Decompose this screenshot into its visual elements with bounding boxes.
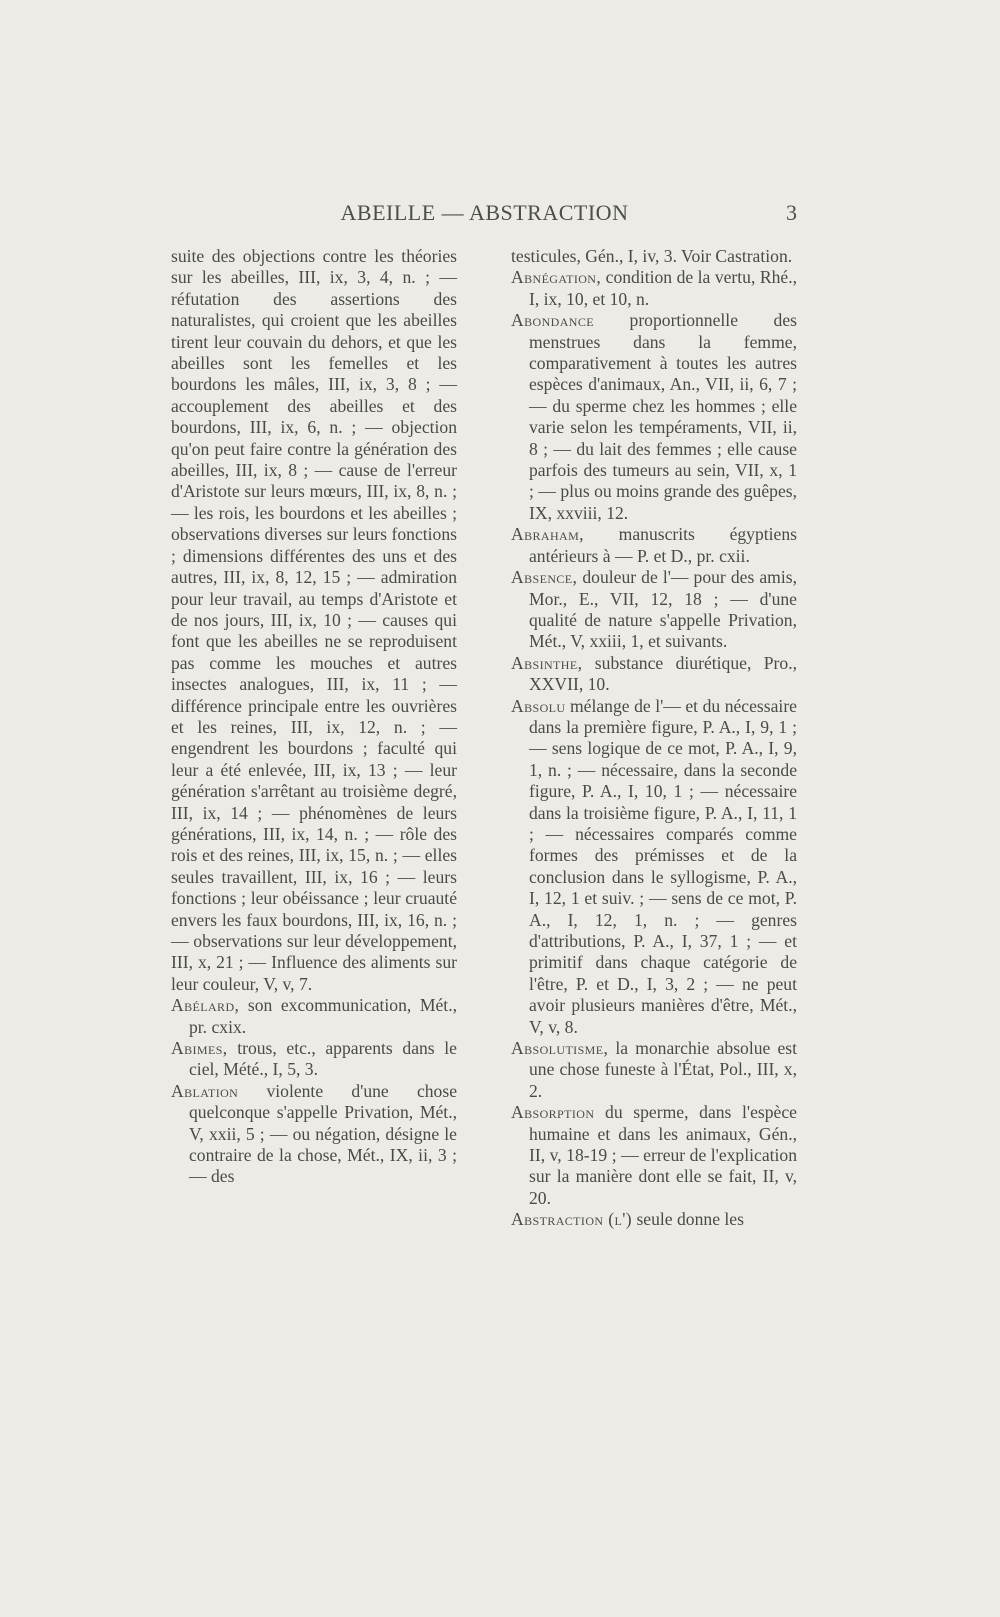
continued-entry: testicules, Gén., I, iv, 3. Voir Castration. bbox=[511, 246, 793, 266]
entry-text: violente d'une chose quelconque s'appelle Privation, Mét., V, xxii, 5 ; — ou négation, désigne le contraire de la chose, Mét., IX, ii, 3 ; — des bbox=[189, 1080, 457, 1187]
index-entry bbox=[511, 696, 797, 1039]
entry-text: manuscrits égyptiens antérieurs à — P. et D., pr. cxii. bbox=[529, 524, 797, 566]
index-entry bbox=[511, 310, 797, 524]
index-entry bbox=[511, 1209, 797, 1230]
page-number: 3 bbox=[786, 200, 797, 225]
headword: Absolutisme, bbox=[511, 1038, 609, 1059]
entry-text: condition de la vertu, Rhé., I, ix, 10, et 10, n. bbox=[529, 267, 797, 309]
headword: Abnégation, bbox=[511, 267, 602, 288]
entry-text: proportionnelle des menstrues dans la femme, comparativement à toutes les autres espèces d'animaux, An., VII, ii, 6, 7 ; — du sperme chez les hommes ; elle varie selon les tempéraments, VII, ii, 8 ; — du lait des femmes ; elle cause parfois des tumeurs au sein, VII, x, 1 ; — plus ou moins grande des guêpes, IX, xxviii, 12. bbox=[529, 310, 797, 523]
right-column bbox=[511, 246, 797, 1231]
index-entry bbox=[511, 1102, 797, 1209]
entry-text: substance diurétique, Pro., XXVII, 10. bbox=[529, 652, 797, 695]
headword: Abstraction (l') bbox=[511, 1209, 633, 1230]
headword: Abondance bbox=[511, 310, 594, 331]
index-entry bbox=[511, 524, 797, 567]
index-entry bbox=[511, 653, 797, 696]
index-entry bbox=[511, 567, 797, 653]
index-entry bbox=[511, 267, 797, 310]
entry-text: mélange de l'— et du nécessaire dans la première figure, P. A., I, 9, 1 ; — sens logique de ce mot, P. A., I, 9, 1, n. ; — nécessaire, dans la seconde figure, P. A., I, 10, 1 ; — nécessaire dans la troisième figure, P. A., I, 11, 1 ; — nécessaires comparés comme formes des prémisses et de la conclusion dans le syllogisme, P. A., I, 12, 1 et suiv. ; — sens de ce mot, P. A., I, 12, 1, n. ; — genres d'attributions, P. A., I, 37, 1 ; — et primitif dans chaque catégorie de l'être, P. et D., I, 3, 2 ; — ne peut avoir plusieurs manières d'être, Mét., V, v, 8. bbox=[529, 695, 797, 1037]
headword: Absence, bbox=[511, 567, 578, 588]
index-entry bbox=[171, 995, 457, 1038]
headword: Absorption bbox=[511, 1102, 595, 1123]
continued-entry: suite des objections contre les théories sur les abeilles, III, ix, 3, 4, n. ; — réfutation des assertions des naturalistes, qui croient que les abeilles tirent leur couvain du dehors, et que les abeilles sont les femelles et les bourdons les mâles, III, ix, 3, 8 ; — accouplement des abeilles et des bourdons, III, ix, 6, n. ; — objection qu'on peut faire contre la génération des abeilles, III, ix, 8 ; — cause de l'erreur d'Aristote sur leurs mœurs, III, ix, 8, n. ; — les rois, les bourdons et les abeilles ; observations diverses sur leurs fonctions ; dimensions différentes des uns et des autres, III, ix, 8, 12, 15 ; — admiration pour leur travail, au temps d'Aristote et de nos jours, III, ix, 10 ; — causes qui font que les abeilles ne se reproduisent pas comme les mouches et autres insectes analogues, III, ix, 11 ; — différence principale entre les ouvrières et les reines, III, ix, 12, n. ; — engendrent les bourdons ; faculté qui leur a été enlevée, III, ix, 13 ; — leur génération s'arrêtant au troisième degré, III, ix, 14 ; — phénomènes de leurs générations, III, ix, 14, n. ; — rôle des rois et des reines, III, ix, 15, n. ; — elles seules travaillent, III, ix, 16 ; — leurs fonctions ; leur obéissance ; leur cruauté envers les faux bourdons, III, ix, 16, n. ; — observations sur leur développement, III, x, 21 ; — Influence des aliments sur leur couleur, V, v, 7. bbox=[171, 246, 457, 994]
entry-text: du sperme, dans l'espèce humaine et dans les animaux, Gén., II, v, 18-19 ; — erreur de l'explication sur la manière dont elle se fait, II, v, 20. bbox=[529, 1102, 797, 1208]
index-entry bbox=[511, 1038, 797, 1102]
entry-text: seule donne les bbox=[632, 1209, 744, 1230]
page-header bbox=[172, 200, 797, 230]
left-column bbox=[171, 246, 457, 1188]
headword: Absolu bbox=[511, 695, 566, 716]
entry-text: la monarchie absolue est une chose funeste à l'État, Pol., III, x, 2. bbox=[529, 1038, 797, 1101]
index-entry bbox=[171, 1081, 457, 1188]
headword: Ablation bbox=[171, 1080, 239, 1101]
headword: Absinthe, bbox=[511, 652, 583, 673]
entry-text: son excommunication, Mét., pr. cxix. bbox=[189, 995, 457, 1037]
entry-text: trous, etc., apparents dans le ciel, Mété., I, 5, 3. bbox=[189, 1038, 457, 1080]
index-entry bbox=[171, 1038, 457, 1081]
entry-text: douleur de l'— pour des amis, Mor., E., VII, 12, 18 ; — d'une qualité de nature s'appelle Privation, Mét., V, xxiii, 1, et suivants. bbox=[529, 567, 797, 652]
headword: Abimes, bbox=[171, 1038, 228, 1059]
headword: Abraham, bbox=[511, 524, 584, 545]
headword: Abélard, bbox=[171, 995, 240, 1016]
running-head: ABEILLE — ABSTRACTION bbox=[340, 200, 629, 225]
